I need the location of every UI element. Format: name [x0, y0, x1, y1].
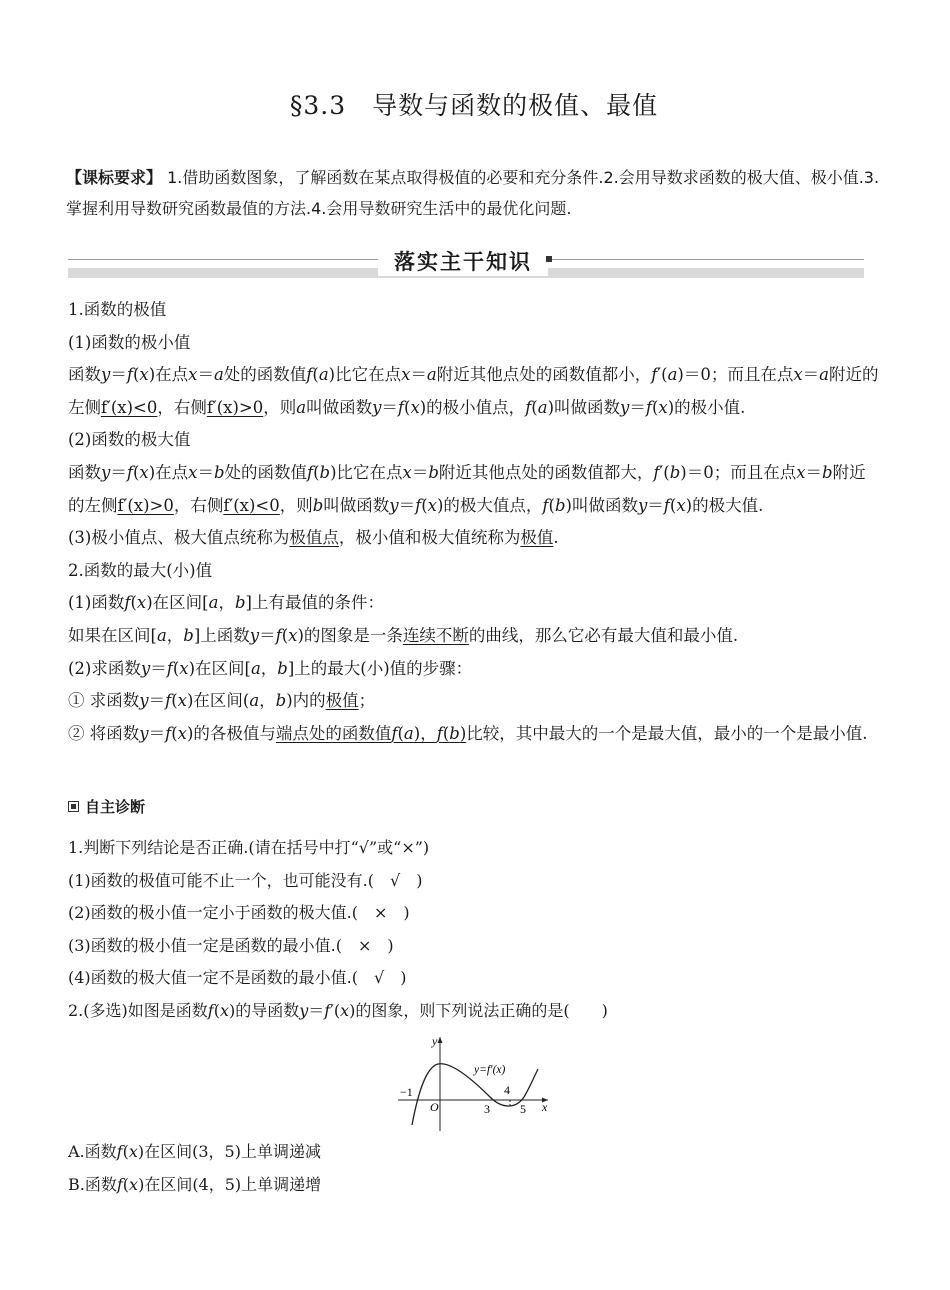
text: (1)函数	[68, 593, 125, 613]
tick-label: 3	[484, 1102, 490, 1116]
curriculum-requirements	[66, 162, 882, 224]
square-bullet-icon	[68, 801, 79, 812]
heading-max-min-condition: (1)函数f(x)在区间[a，b]上有最值的条件：	[68, 593, 384, 613]
x-axis-label: x	[542, 1100, 548, 1114]
heading-steps: (2)求函数y＝f(x)在区间[a，b]上的最大(小)值的步骤：	[68, 658, 473, 678]
banner-label: 落实主干知识	[378, 246, 548, 276]
heading-max-min: 2.函数的最大(小)值	[68, 560, 213, 580]
requirements-tag: 【课标要求】	[66, 168, 163, 187]
self-diagnosis-label: 自主诊断	[85, 798, 146, 816]
text: B.函数	[68, 1174, 117, 1194]
condition-paragraph: 如果在区间[a，b]上函数y＝f(x)的图象是一条连续不断的曲线，那么它必有最大值和最小值.	[68, 625, 739, 645]
judgement-item: (2)函数的极小值一定小于函数的极大值.( × )	[68, 903, 410, 922]
local-max-paragraph: 函数y＝f(x)在点x＝b处的函数值f(b)比它在点x＝b附近其他点处的函数值都大，f′(b)＝0；而且在点x＝b附近的左侧f′(x)>0，右侧f′(x)<0，则b叫做函数y＝f(x)的极大值点，f(b)叫做函数y＝f(x)的极大值.	[68, 462, 866, 515]
text: 2.(多选)如图是函数	[68, 1000, 208, 1020]
banner-dot-right	[546, 256, 552, 262]
exercise-block	[68, 832, 880, 1027]
tick-label: −1	[400, 1085, 413, 1099]
summary-text: (3)极小值点、极大值点统称为	[68, 528, 290, 548]
local-min-paragraph: 函数y＝f(x)在点x＝a处的函数值f(a)比它在点x＝a附近其他点处的函数值都小，f′(a)＝0；而且在点x＝a附近的左侧f′(x)<0，右侧f′(x)>0，则a叫做函数y＝f(x)的极小值点，f(a)叫做函数y＝f(x)的极小值.	[68, 365, 879, 417]
section-banner	[68, 240, 864, 280]
text: 的图象，则下列说法正确的是( )	[355, 1000, 608, 1020]
text: 在区间(4，5)上单调递增	[144, 1174, 322, 1194]
answer-blank: f′(x)<0	[101, 397, 158, 417]
judgement-item: (1)函数的极值可能不止一个，也可能没有.( √ )	[68, 870, 423, 890]
text: 的导函数	[235, 1000, 300, 1020]
extrema-summary	[68, 522, 880, 555]
option-a: A.函数f(x)在区间(3，5)上单调递减	[68, 1142, 321, 1161]
answer-options	[68, 1136, 880, 1201]
answer-blank: f′(x)<0	[223, 495, 280, 515]
step-1: ① 求函数y＝f(x)在区间(a，b)内的极值；	[68, 691, 376, 711]
heading-local-min: (1)函数的极小值	[68, 332, 191, 352]
requirements-text: 1.借助函数图象，了解函数在某点取得极值的必要和充分条件.2.会用导数求函数的极大值、极小值.3.掌握利用导数研究函数最值的方法.4.会用导数研究生活中的最优化问题.	[66, 168, 880, 218]
summary-text: ，极小值和极大值统称为	[338, 528, 521, 548]
answer-blank: 极值	[325, 691, 359, 711]
text: 如果在区间[	[68, 625, 157, 645]
summary-text: .	[553, 528, 559, 548]
answer-blank: 连续不断	[402, 625, 469, 645]
text: ① 求函数	[68, 691, 140, 711]
y-axis-label: y	[432, 1034, 438, 1048]
self-diagnosis-heading	[68, 796, 145, 817]
question-2: 2.(多选)如图是函数f(x)的导函数y＝f′(x)的图象，则下列说法正确的是( )	[68, 1000, 608, 1020]
origin-label: O	[430, 1100, 439, 1114]
knowledge-body	[68, 294, 880, 750]
text: (2)求函数	[68, 658, 141, 678]
text: ② 将函数	[68, 723, 140, 743]
tick-label: 5	[520, 1102, 526, 1116]
y-axis-arrow-icon	[438, 1037, 443, 1043]
answer-blank: 极值	[520, 528, 554, 548]
text: 端点处的函数值	[275, 723, 392, 743]
text: A.函数	[68, 1142, 117, 1161]
text: 的曲线，那么它必有最大值和最小值.	[468, 625, 739, 645]
answer-blank: f′(x)>0	[206, 397, 264, 417]
text: 比较，其中最大的一个是最大值，最小的一个是最小值.	[466, 723, 868, 743]
judgement-item: (3)函数的极小值一定是函数的最小值.( × )	[68, 935, 394, 955]
derivative-graph	[398, 1031, 558, 1135]
judgement-item: (4)函数的极大值一定不是函数的最小值.( √ )	[68, 968, 407, 987]
text: 上的最大(小)值的步骤：	[294, 658, 473, 678]
heading-local-max: (2)函数的极大值	[68, 430, 191, 450]
option-b: B.函数f(x)在区间(4，5)上单调递增	[68, 1174, 322, 1194]
text: 在区间(3，5)上单调递减	[144, 1142, 321, 1161]
curve-label: y=f′(x)	[474, 1064, 506, 1076]
tick-label: 4	[504, 1083, 510, 1097]
answer-blank: 极值点	[289, 528, 339, 548]
question-1: 1.判断下列结论是否正确.(请在括号中打“√”或“×”)	[68, 838, 430, 857]
answer-blank: 端点处的函数值f(a)，f(b)	[275, 723, 467, 743]
text: 上有最值的条件：	[251, 593, 384, 613]
page-title: §3.3 导数与函数的极值、最值	[289, 91, 659, 120]
answer-blank: f′(x)>0	[117, 495, 174, 515]
step-2: ② 将函数y＝f(x)的各极值与端点处的函数值f(a)，f(b)比较，其中最大的一个是最大值，最小的一个是最小值.	[68, 723, 868, 743]
heading-extrema: 1.函数的极值	[68, 300, 167, 319]
